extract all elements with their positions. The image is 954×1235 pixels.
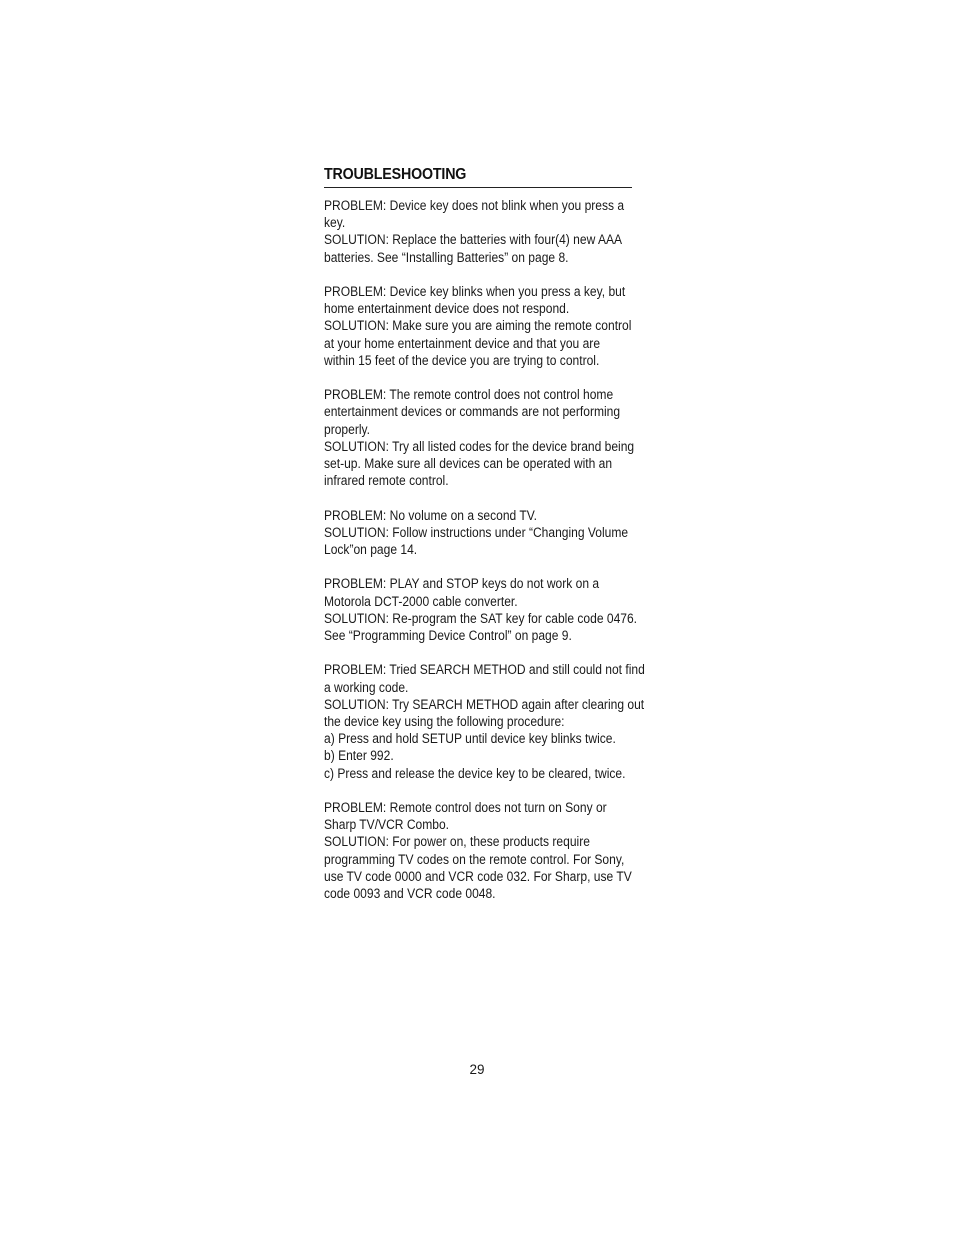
text-line: at your home entertainment device and that you are <box>324 335 601 351</box>
text-line: infrared remote control. <box>324 473 449 489</box>
page-title: TROUBLESHOOTING <box>324 166 467 183</box>
text-line: PROBLEM: Device key blinks when you press a key, but <box>324 284 626 299</box>
text-line: the device key using the following procedure: <box>324 714 565 730</box>
text-line: PROBLEM: Remote control does not turn on Sony or <box>324 800 607 816</box>
text-line: code 0093 and VCR code 0048. <box>324 886 496 902</box>
troubleshooting-item <box>324 507 629 559</box>
text-line: programming TV codes on the remote control. For Sony, <box>324 851 625 867</box>
text-line: set-up. Make sure all devices can be operated with an <box>324 456 613 472</box>
troubleshooting-item <box>324 799 632 902</box>
text-line: SOLUTION: Replace the batteries with four(4) new AAA <box>324 232 623 248</box>
text-line: SOLUTION: Make sure you are aiming the remote control <box>324 318 632 334</box>
text-line: PROBLEM: Device key does not blink when you press a <box>324 198 625 213</box>
section-heading <box>324 166 632 188</box>
text-line: See “Programming Device Control” on page 9. <box>324 628 572 644</box>
troubleshooting-item <box>324 386 635 489</box>
text-line: home entertainment device does not respond. <box>324 301 570 317</box>
text-line: PROBLEM: No volume on a second TV. <box>324 507 538 523</box>
text-line: within 15 feet of the device you are trying to control. <box>324 352 600 368</box>
text-line: Lock”on page 14. <box>324 542 418 558</box>
text-line: SOLUTION: For power on, these products require <box>324 834 590 850</box>
troubleshooting-item <box>324 661 645 781</box>
text-line: PROBLEM: Tried SEARCH METHOD and still could not find <box>324 662 645 678</box>
text-line: batteries. See “Installing Batteries” on page 8. <box>324 249 569 265</box>
text-line: Motorola DCT-2000 cable converter. <box>324 593 518 609</box>
text-line: properly. <box>324 421 370 437</box>
text-line: a) Press and hold SETUP until device key blinks twice. <box>324 731 616 747</box>
troubleshooting-item <box>324 197 625 266</box>
text-line: entertainment devices or commands are not performing <box>324 404 621 420</box>
text-line: SOLUTION: Try SEARCH METHOD again after clearing out <box>324 696 645 712</box>
text-line: SOLUTION: Try all listed codes for the device brand being <box>324 438 635 454</box>
text-line: Sharp TV/VCR Combo. <box>324 817 450 833</box>
troubleshooting-item <box>324 575 638 644</box>
text-line: a working code. <box>324 679 409 695</box>
troubleshooting-list <box>324 197 645 919</box>
page-number: 29 <box>469 1062 485 1077</box>
text-line: c) Press and release the device key to be cleared, twice. <box>324 765 626 781</box>
text-line: PROBLEM: PLAY and STOP keys do not work on a <box>324 576 600 592</box>
text-line: PROBLEM: The remote control does not control home <box>324 387 614 403</box>
text-line: SOLUTION: Follow instructions under “Changing Volume <box>324 524 629 540</box>
troubleshooting-item <box>324 283 632 369</box>
text-line: b) Enter 992. <box>324 748 394 764</box>
text-line: use TV code 0000 and VCR code 032. For Sharp, use TV <box>324 868 632 884</box>
text-line: SOLUTION: Re-program the SAT key for cable code 0476. <box>324 610 638 626</box>
text-line: key. <box>324 215 346 231</box>
